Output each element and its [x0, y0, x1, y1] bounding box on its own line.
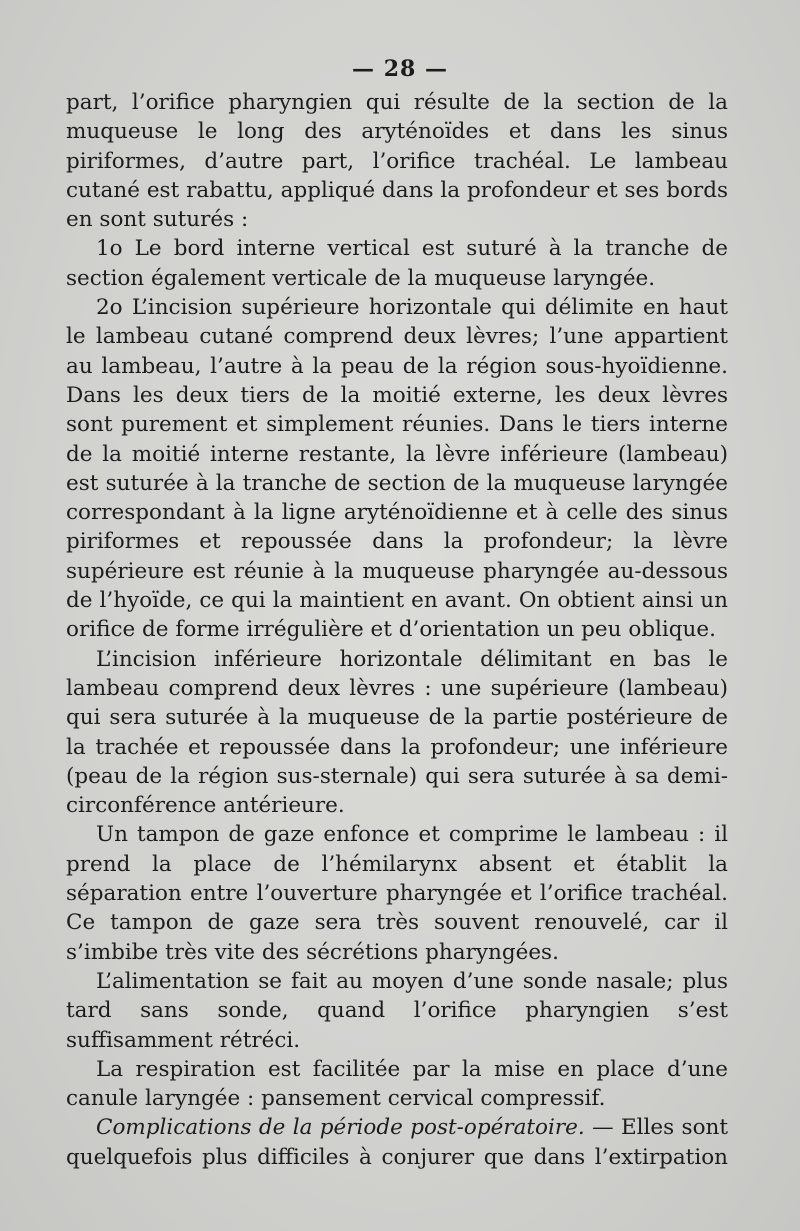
paragraph-feeding: L’alimentation se fait au moyen d’une sonde nasale; plus tard sans sonde, quand l’orifice pharyngien s’est suffisamment rétréci. [66, 968, 728, 1053]
paragraph-complications [66, 1113, 728, 1172]
paragraph-respiration: La respiration est facilitée par la mise en place d’une canule laryngée : pansement cervical compressif. [66, 1056, 728, 1112]
paragraph-complications-text: — Elles sont quelquefois plus difficiles à conjurer que dans l’extirpation [66, 1115, 729, 1170]
paragraph-continuation: part, l’orifice pharyngien qui résulte de la section de la muqueuse le long des aryténoïdes et dans les sinus piriformes, d’autre part, l’orifice trachéal. Le lambeau cutané est rabattu, appliqué dans la profondeur et ses bords en sont suturés : [66, 90, 728, 233]
page-number: — 28 — [352, 56, 448, 82]
body-text [66, 88, 728, 1172]
paragraph-step-1: 1o Le bord interne vertical est suturé à la tranche de section également verticale de la muqueuse laryngée. [66, 236, 728, 291]
paragraph-lower-incision: L’incision inférieure horizontale délimitant en bas le lambeau comprend deux lèvres : une supérieure (lambeau) qui sera suturée à la muqueuse de la partie postérieure de la trachée et repoussée dans la profondeur; une inférieure (peau de la région sus-sternale) qui sera suturée à sa demi-circonférence antérieure. [66, 646, 728, 819]
paragraph-gauze-tampon: Un tampon de gaze enfonce et comprime le lambeau : il prend la place de l’hémilarynx absent et établit la séparation entre l’ouverture pharyngée et l’orifice trachéal. Ce tampon de gaze sera très souvent renouvelé, car il s’imbibe très vite des sécrétions pharyngées. [66, 822, 728, 965]
section-heading-complications: Complications de la période post-opératoire. [96, 1115, 585, 1141]
paragraph-step-2: 2o L’incision supérieure horizontale qui délimite en haut le lambeau cutané comprend deux lèvres; l’une appartient au lambeau, l’autre à la peau de la région sous-hyoïdienne. Dans les deux tiers de la moitié externe, les deux lèvres sont purement et simplement réunies. Dans le tiers interne de la moitié interne restante, la lèvre inférieure (lambeau) est suturée à la tranche de section de la muqueuse laryngée correspondant à la ligne aryténoïdienne et à celle des sinus piriformes et repoussée dans la profondeur; la lèvre supérieure est réunie à la muqueuse pharyngée au-dessous de l’hyoïde, ce qui la maintient en avant. On obtient ainsi un orifice de forme irrégulière et d’orientation un peu oblique. [66, 295, 728, 643]
